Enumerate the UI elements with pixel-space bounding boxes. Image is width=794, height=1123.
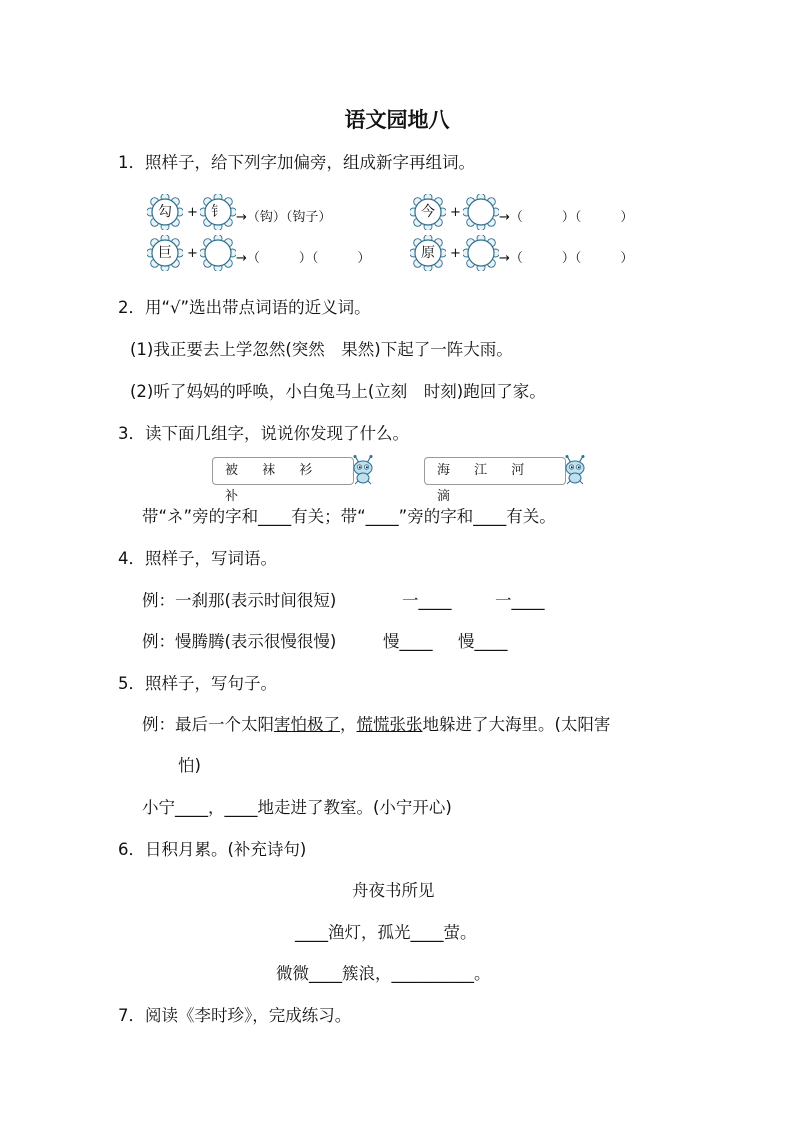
question-2-sentence-2[interactable]: (2)听了妈妈的呼唤，小白兔马上(立刻 时刻)跑回了家。 bbox=[130, 382, 546, 401]
flower-icon bbox=[147, 235, 183, 271]
flower-icon bbox=[410, 194, 446, 230]
answer-blanks[interactable]: →（ ）（ ） bbox=[236, 251, 371, 266]
plus-sign: + bbox=[450, 205, 461, 220]
radical-blank[interactable] bbox=[200, 235, 236, 271]
flower-icon bbox=[200, 235, 236, 271]
radical-blank[interactable] bbox=[463, 194, 499, 230]
base-character: 勾 bbox=[158, 204, 172, 220]
underlined-phrase: 慌慌张张 bbox=[356, 715, 423, 734]
bug-icon bbox=[348, 455, 378, 485]
question-1-stem: 1．照样子，给下列字加偏旁，组成新字再组词。 bbox=[118, 153, 475, 172]
bug-icon bbox=[560, 455, 590, 485]
character-card-1: 被 袜 衫 补 bbox=[212, 457, 354, 485]
character-card-2: 海 江 河 滴 bbox=[424, 457, 566, 485]
page-title: 语文园地八 bbox=[344, 108, 450, 132]
base-character: 原 bbox=[421, 245, 435, 261]
question-3-fill[interactable]: 带“ネ”旁的字和____有关；带“____”旁的字和____有关。 bbox=[142, 507, 556, 526]
flower-icon bbox=[147, 194, 183, 230]
question-5-fill[interactable]: 小宁____，____地走进了教室。(小宁开心) bbox=[142, 798, 452, 817]
question-4-blank[interactable]: 一____ bbox=[402, 591, 452, 610]
example-text: 地躲进了大海里。(太阳害 bbox=[422, 715, 611, 734]
radical-character: 钅 bbox=[211, 204, 225, 220]
answer-blanks[interactable]: →（ ）（ ） bbox=[499, 251, 634, 266]
question-5-example bbox=[142, 711, 610, 735]
poem-line-2[interactable]: 微微____簇浪，__________。 bbox=[276, 964, 491, 983]
example-result: →（钩）（钩子） bbox=[236, 210, 332, 225]
flower-icon bbox=[410, 235, 446, 271]
question-4-example-2: 例：慢腾腾(表示很慢很慢) bbox=[142, 632, 337, 651]
flower-icon bbox=[200, 194, 236, 230]
question-4-blank[interactable]: 一____ bbox=[495, 591, 545, 610]
answer-blanks[interactable]: →（ ）（ ） bbox=[499, 210, 634, 225]
base-character: 今 bbox=[421, 204, 435, 220]
example-text: ， bbox=[340, 715, 357, 734]
question-4-blank[interactable]: 慢____ bbox=[383, 632, 433, 651]
flower-icon bbox=[463, 235, 499, 271]
flower-icon bbox=[463, 194, 499, 230]
question-4-example-1: 例：一刹那(表示时间很短) bbox=[142, 591, 337, 610]
plus-sign: + bbox=[450, 246, 461, 261]
question-5-example-continued: 怕) bbox=[178, 756, 201, 775]
question-4-blank[interactable]: 慢____ bbox=[458, 632, 508, 651]
question-3-stem: 3．读下面几组字，说说你发现了什么。 bbox=[118, 424, 409, 443]
question-2-sentence-1[interactable]: (1)我正要去上学忽然(突然 果然)下起了一阵大雨。 bbox=[130, 340, 513, 359]
question-2-stem: 2．用“√”选出带点词语的近义词。 bbox=[118, 298, 371, 317]
base-character: 巨 bbox=[158, 245, 172, 261]
poem-line-1[interactable]: ____渔灯，孤光____萤。 bbox=[295, 923, 477, 942]
question-5-stem: 5．照样子，写句子。 bbox=[118, 674, 277, 693]
question-6-stem: 6．日积月累。(补充诗句) bbox=[118, 840, 307, 859]
question-4-stem: 4．照样子，写词语。 bbox=[118, 549, 277, 568]
example-text: 例：最后一个太阳 bbox=[142, 715, 274, 734]
plus-sign: + bbox=[187, 246, 198, 261]
radical-blank[interactable] bbox=[463, 235, 499, 271]
underlined-phrase: 害怕极了 bbox=[274, 715, 340, 734]
poem-title: 舟夜书所见 bbox=[352, 881, 435, 900]
question-7-stem: 7．阅读《李时珍》，完成练习。 bbox=[118, 1006, 352, 1025]
plus-sign: + bbox=[187, 205, 198, 220]
